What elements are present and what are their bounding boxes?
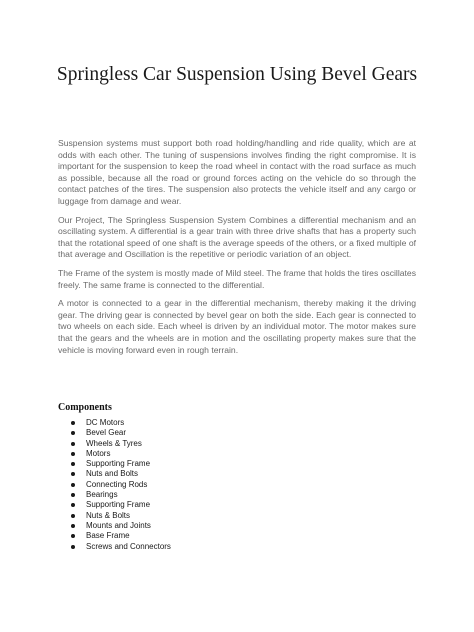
bullet-icon <box>71 442 75 446</box>
component-label: Supporting Frame <box>86 500 151 510</box>
component-label: DC Motors <box>86 418 125 427</box>
bullet-icon <box>71 472 75 476</box>
bullet-icon <box>71 534 75 538</box>
list-item <box>58 500 171 510</box>
list-item <box>58 418 171 428</box>
bullet-icon <box>71 483 75 487</box>
component-label: Base Frame <box>86 531 130 541</box>
list-item <box>58 490 171 500</box>
bullet-icon <box>71 462 75 466</box>
bullet-icon <box>71 545 75 549</box>
component-label: Wheels & Tyres <box>86 438 142 448</box>
paragraph-frame: The Frame of the system is mostly made of Mild steel. The frame that holds the tires oscillates freely. The same frame is connected to the differential. <box>58 267 416 290</box>
list-item <box>58 469 171 479</box>
component-label: Connecting Rods <box>86 479 148 489</box>
list-item <box>58 480 171 490</box>
component-label: Nuts and Bolts <box>86 469 139 479</box>
bullet-icon <box>71 514 75 518</box>
list-item <box>58 459 171 469</box>
component-label: Screws and Connectors <box>86 541 171 551</box>
component-label: Motors <box>86 448 111 458</box>
bullet-icon <box>71 503 75 507</box>
component-label: Supporting Frame <box>86 459 151 469</box>
paragraph-intro: Suspension systems must support both road holding/handling and ride quality, which are at odds with each other. The tuning of suspensions involves finding the right compromise. It is important for the suspension to keep the road wheel in contact with the road surface as much as possible, because all the road or ground forces acting on the vehicle do so through the contact patches of the tires. The suspension also protects the vehicle itself and any cargo or luggage from damage and wear. <box>58 138 416 206</box>
bullet-icon <box>71 431 75 435</box>
component-label: Mounts and Joints <box>86 520 151 530</box>
list-item <box>58 439 171 449</box>
body-text <box>58 138 416 363</box>
paragraph-project: Our Project, The Springless Suspension System Combines a differential mechanism and an oscillating system. A differential is a gear train with three drive shafts that has a property such that the rotational speed of one shaft is the average speeds of the others, or a fixed multiple of that average and Oscillation is the repetitive or periodic variation of an object. <box>58 214 416 260</box>
bullet-icon <box>71 524 75 528</box>
bullet-icon <box>71 452 75 456</box>
list-item <box>58 521 171 531</box>
bullet-icon <box>71 421 75 425</box>
component-label: Bevel Gear <box>86 428 127 438</box>
component-label: Bearings <box>86 490 118 500</box>
components-heading: Components <box>58 402 112 413</box>
document-title: Springless Car Suspension Using Bevel Gears <box>56 64 418 85</box>
list-item <box>58 531 171 541</box>
components-list <box>58 418 171 552</box>
list-item <box>58 449 171 459</box>
list-item <box>58 542 171 552</box>
list-item <box>58 428 171 438</box>
list-item <box>58 511 171 521</box>
bullet-icon <box>71 493 75 497</box>
component-label: Nuts & Bolts <box>86 510 131 520</box>
paragraph-motor: A motor is connected to a gear in the differential mechanism, thereby making it the driving gear. The driving gear is connected by bevel gear on both the side. Each gear is connected to two wheels on each side. Each wheel is driven by an individual motor. The motor makes sure that the gears and the wheels are in motion and the oscillating property makes sure that the vehicle is moving forward even in rough terrain. <box>58 298 416 355</box>
